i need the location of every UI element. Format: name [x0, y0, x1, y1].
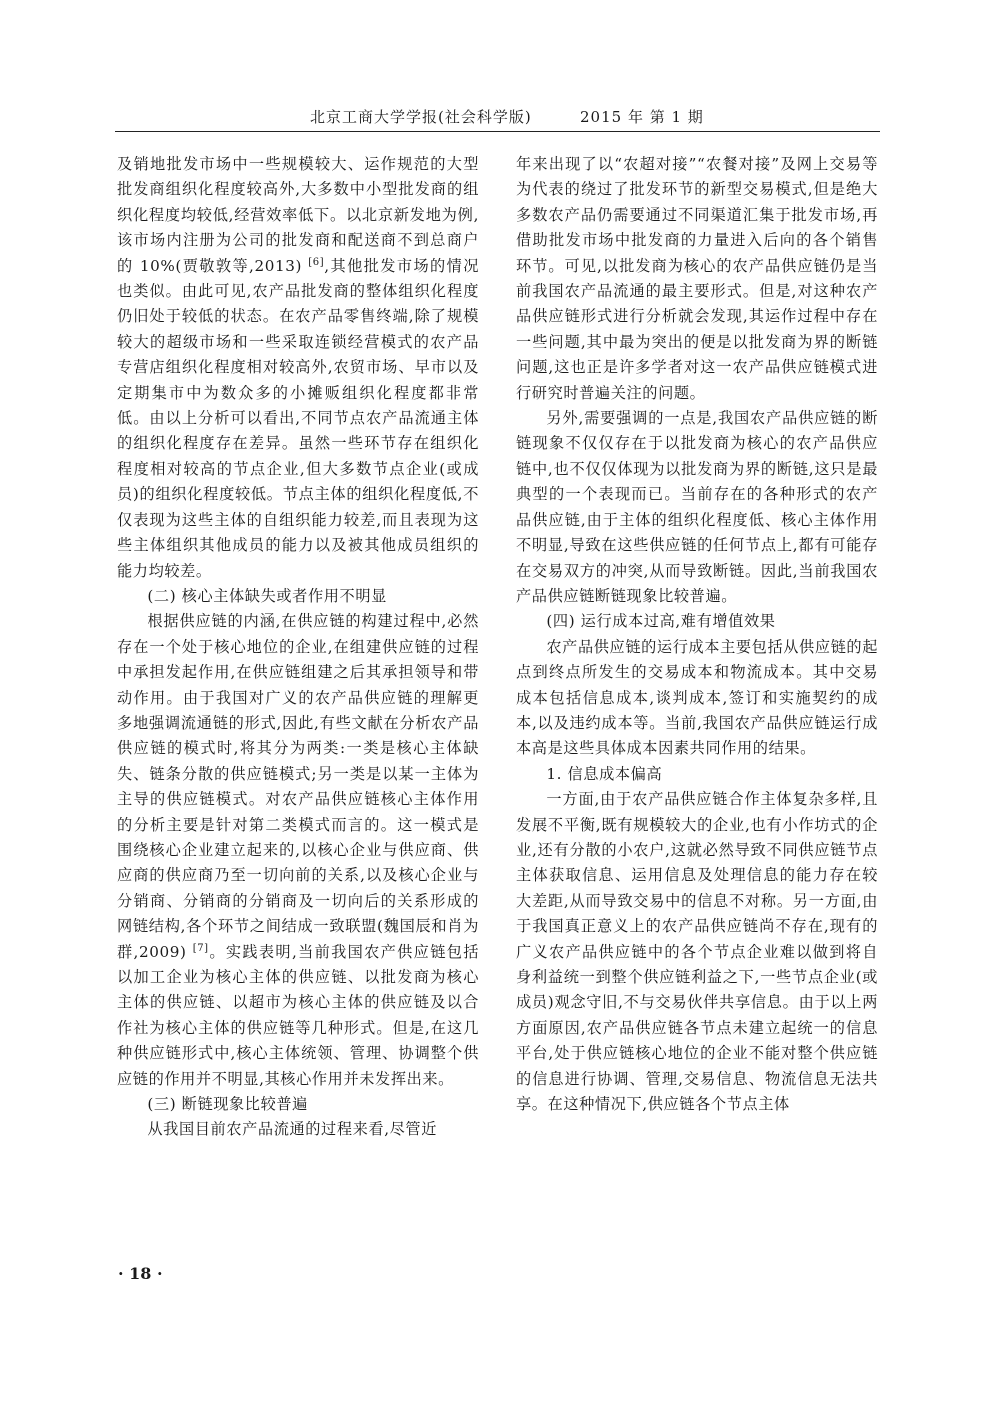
right-column	[516, 152, 878, 1117]
journal-title: 北京工商大学学报(社会科学版)	[310, 108, 532, 126]
left-column	[117, 152, 479, 1143]
page-number: · 18 ·	[118, 1264, 163, 1283]
section-heading: (四) 运行成本过高,难有增值效果	[546, 612, 776, 631]
subsection-heading: 1. 信息成本偏高	[546, 764, 663, 783]
paragraph: 另外,需要强调的一点是,我国农产品供应链的断链现象不仅仅存在于以批发商为核心的农产品供应链中,也不仅仅体现为以批发商为界的断链,这只是最典型的一个表现而已。当前存在的各种形式的农产品供应链,由于主体的组织化程度低、核心主体作用不明显,导致在这些供应链的任何节点上,都有可能存在交易双方的冲突,从而导致断链。因此,当前我国农产品供应链断链现象比较普遍。	[516, 409, 878, 605]
paragraph: 年来出现了以“农超对接”“农餐对接”及网上交易等为代表的绕过了批发环节的新型交易模式,但是绝大多数农产品仍需要通过不同渠道汇集于批发市场,再借助批发市场中批发商的力量进入后向的各个销售环节。可见,以批发商为核心的农产品供应链仍是当前我国农产品流通的最主要形式。但是,对这种农产品供应链形式进行分析就会发现,其运作过程中存在一些问题,其中最为突出的便是以批发商为界的断链问题,这也正是许多学者对这一农产品供应链模式进行研究时普遍关注的问题。	[516, 155, 878, 402]
paragraph: 根据供应链的内涵,在供应链的构建过程中,必然存在一个处于核心地位的企业,在组建供应链的过程中承担发起作用,在供应链组建之后其承担领导和带动作用。由于我国对广义的农产品供应链的理解更多地强调流通链的形式,因此,有些文献在分析农产品供应链的模式时,将其分为两类:一类是核心主体缺失、链条分散的供应链模式;另一类是以某一主体为主导的供应链模式。对农产品供应链核心主体作用的分析主要是针对第二类模式而言的。这一模式是围绕核心企业建立起来的,以核心企业与供应商、供应商的供应商乃至一切向前的关系,以及核心企业与分销商、分销商的分销商及一切向后的关系形成的网链结构,各个环节之间结成一致联盟(魏国辰和肖为群,2009) [7]。实践表明,当前我国农产供应链包括以加工企业为核心主体的供应链、以批发商为核心主体的供应链、以超市为核心主体的供应链及以合作社为核心主体的供应链等几种形式。但是,在这几种供应链形式中,核心主体统领、管理、协调整个供应链的作用并不明显,其核心作用并未发挥出来。	[117, 612, 480, 1088]
paragraph: 及销地批发市场中一些规模较大、运作规范的大型批发商组织化程度较高外,大多数中小型批发商的组织化程度均较低,经营效率低下。以北京新发地为例,该市场内注册为公司的批发商和配送商不到总商户的 10%(贾敬敦等,2013) [6],其他批发市场的情况也类似。由此可见,农产品批发商的整体组织化程度仍旧处于较低的状态。在农产品零售终端,除了规模较大的超级市场和一些采取连锁经营模式的农产品专营店组织化程度相对较高外,农贸市场、早市以及定期集市中为数众多的小摊贩组织化程度都非常低。由以上分析可以看出,不同节点农产品流通主体的组织化程度存在差异。虽然一些环节存在组织化程度相对较高的节点企业,但大多数节点企业(或成员)的组织化程度较低。节点主体的组织化程度低,不仅表现为这些主体的自组织能力较差,而且表现为这些主体组织其他成员的能力以及被其他成员组织的能力均较差。	[117, 155, 479, 580]
issue-label: 2015 年 第 1 期	[580, 108, 704, 126]
paragraph: 农产品供应链的运行成本主要包括从供应链的起点到终点所发生的交易成本和物流成本。其中交易成本包括信息成本,谈判成本,签订和实施契约的成本,以及违约成本等。当前,我国农产品供应链运行成本高是这些具体成本因素共同作用的结果。	[516, 637, 878, 758]
header-rule	[115, 131, 880, 132]
citation-marker: [7]	[192, 942, 209, 954]
paragraph: 从我国目前农产品流通的过程来看,尽管近	[147, 1120, 437, 1139]
section-heading: (三) 断链现象比较普遍	[147, 1095, 308, 1114]
section-heading: (二) 核心主体缺失或者作用不明显	[147, 586, 387, 605]
paragraph: 一方面,由于农产品供应链合作主体复杂多样,且发展不平衡,既有规模较大的企业,也有小作坊式的企业,还有分散的小农户,这就必然导致不同供应链节点主体获取信息、运用信息及处理信息的能力存在较大差距,从而导致交易中的信息不对称。另一方面,由于我国真正意义上的农产品供应链尚不存在,现有的广义农产品供应链中的各个节点企业难以做到将自身利益统一到整个供应链利益之下,一些节点企业(或成员)观念守旧,不与交易伙伴共享信息。由于以上两方面原因,农产品供应链各节点未建立起统一的信息平台,处于供应链核心地位的企业不能对整个供应链的信息进行协调、管理,交易信息、物流信息无法共享。在这种情况下,供应链各个节点主体	[516, 790, 878, 1114]
citation-marker: [6]	[308, 256, 325, 268]
running-header	[115, 106, 880, 132]
